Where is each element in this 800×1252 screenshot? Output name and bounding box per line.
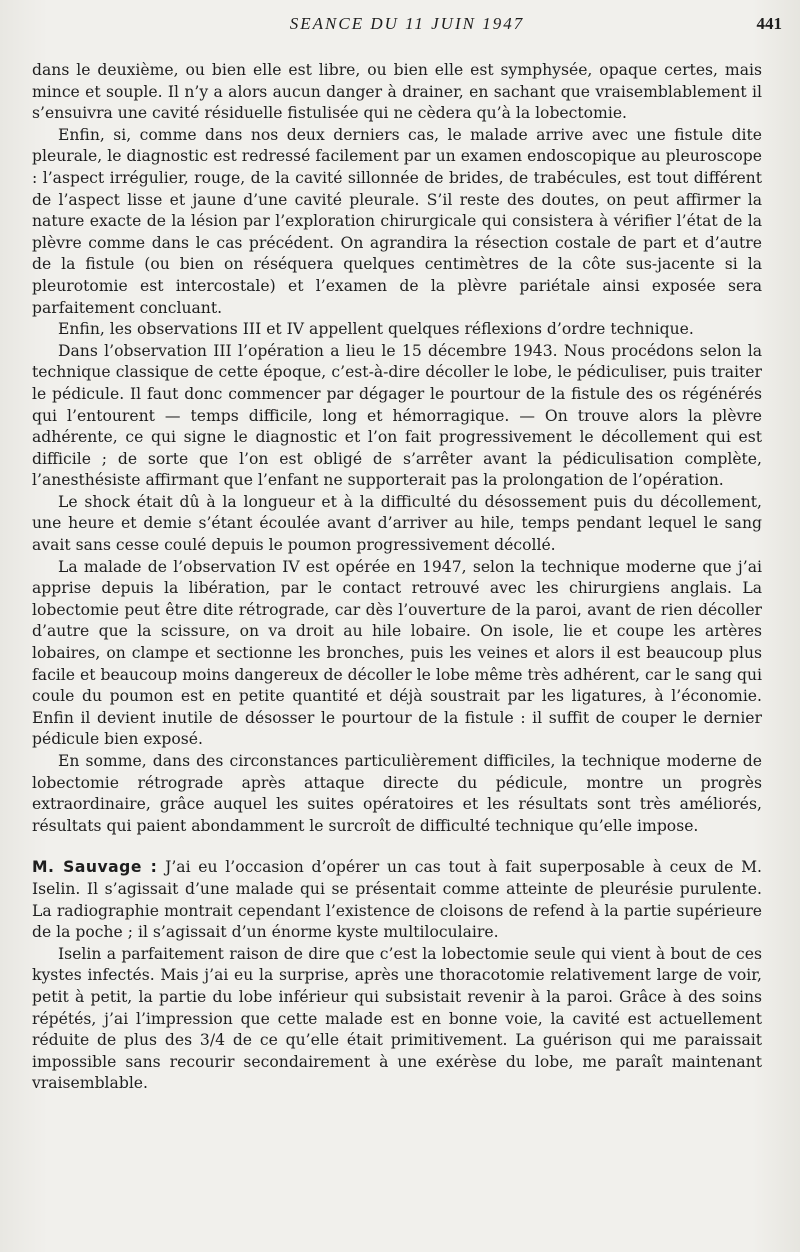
paragraph-4: Dans l’observation III l’opération a lieu le 15 décembre 1943. Nous procédons selon la technique classique de cette époque, c’est-à-dire décoller le lobe, le pédiculiser, puis traiter le pédicule. Il faut donc commencer par dégager le pourtour de la fistule des os régénérés qui l’entourent — temps difficile, long et hémorragique. — On trouve alors la plèvre adhérente, ce qui signe le diagnostic et l’on fait progressivement le décollement qui est difficile ; de sorte que l’on est obligé de s’arrêter avant la pédiculisation complète, l’anesthésiste affirmant que l’enfant ne supporterait pas la prolongation de l’opération. [32,341,762,490]
body-text [32,60,762,1095]
paragraph-2: Enfin, si, comme dans nos deux derniers cas, le malade arrive avec une fistule dite pleurale, le diagnostic est redressé facilement par un examen endoscopique au pleuroscope : l’aspect irrégulier, rouge, de la cavité sillonnée de brides, de trabécules, est tout différent de l’aspect lisse et jaune d’une cavité pleurale. S’il reste des doutes, on peut affirmer la nature exacte de la lésion par l’exploration chirurgicale qui consistera à vérifier l’état de la plèvre comme dans le cas précédent. On agrandira la résection costale de part et d’autre de la fistule (ou bien on réséquera quelques centimètres de la côte sus-jacente si la pleurotomie est intercostale) et l’examen de la plèvre pariétale ainsi exposée sera parfaitement concluant. [32,125,762,317]
paragraph-5: Le shock était dû à la longueur et à la difficulté du désossement puis du décollement, une heure et demie s’étant écoulée avant d’arriver au hile, temps pendant lequel le sang avait sans cesse coulé depuis le poumon progressivement décollé. [32,492,762,555]
page-number: 441 [756,14,782,33]
paragraph-1: dans le deuxième, ou bien elle est libre, ou bien elle est symphysée, opaque certes, mais mince et souple. Il n’y a alors aucun danger à drainer, en sachant que vraisemblablement il s’ensuivra une cavité résiduelle fistulisée qui ne cèdera qu’à la lobectomie. [32,61,762,123]
intervention-paragraph-2: Iselin a parfaitement raison de dire que c’est la lobectomie seule qui vient à bout de ces kystes infectés. Mais j’ai eu la surprise, après une thoracotomie relativement large de voir, petit à petit, la partie du lobe inférieur qui subsistait revenir à la paroi. Grâce à des soins répétés, j’ai l’impression que cette malade est en bonne voie, la cavité est actuellement réduite de plus des 3/4 de ce qu’elle était primitivement. La guérison qui me paraissait impossible sans recourir secondairement à une exérèse du lobe, me paraît maintenant vraisemblable. [32,944,762,1093]
paragraph-3: Enfin, les observations III et IV appellent quelques réflexions d’ordre technique. [58,320,694,339]
running-title: SEANCE DU 11 JUIN 1947 [289,14,525,33]
paragraph-7: En somme, dans des circonstances particulièrement difficiles, la technique moderne de lobectomie rétrograde après attaque directe du pédicule, montre un progrès extraordinaire, grâce auquel les suites opératoires et les résultats sont très améliorés, résultats qui paient abondamment le surcroît de difficulté technique qu’elle impose. [32,752,762,835]
intervention-paragraph [32,857,762,943]
page-header [32,14,782,40]
intervention-text: J’ai eu l’occasion d’opérer un cas tout à fait superposable à ceux de M. Iselin. Il s’agissait d’une malade qui se présentait comme atteinte de pleurésie purulente. La radiographie montrait cependant l’existence de cloisons de refend à la partie supérieure de la poche ; il s’agissait d’un énorme kyste multiloculaire. [32,858,762,942]
paragraph-6: La malade de l’observation IV est opérée en 1947, selon la technique moderne que j’ai apprise depuis la libération, par le contact retrouvé avec les chirurgiens anglais. La lobectomie peut être dite rétrograde, car dès l’ouverture de la paroi, avant de rien décoller d’autre que la scissure, on va droit au hile lobaire. On isole, lie et coupe les artères lobaires, on clampe et sectionne les bronches, puis les veines et alors il est beaucoup plus facile et beaucoup moins dangereux de décoller le lobe même très adhérent, car le sang qui coule du poumon est en petite quantité et déjà soustrait par les ligatures, à l’économie. Enfin il devient inutile de désosser le pourtour de la fistule : il suffit de couper le dernier pédicule bien exposé. [32,557,762,749]
speaker-name: M. Sauvage : [32,858,158,877]
